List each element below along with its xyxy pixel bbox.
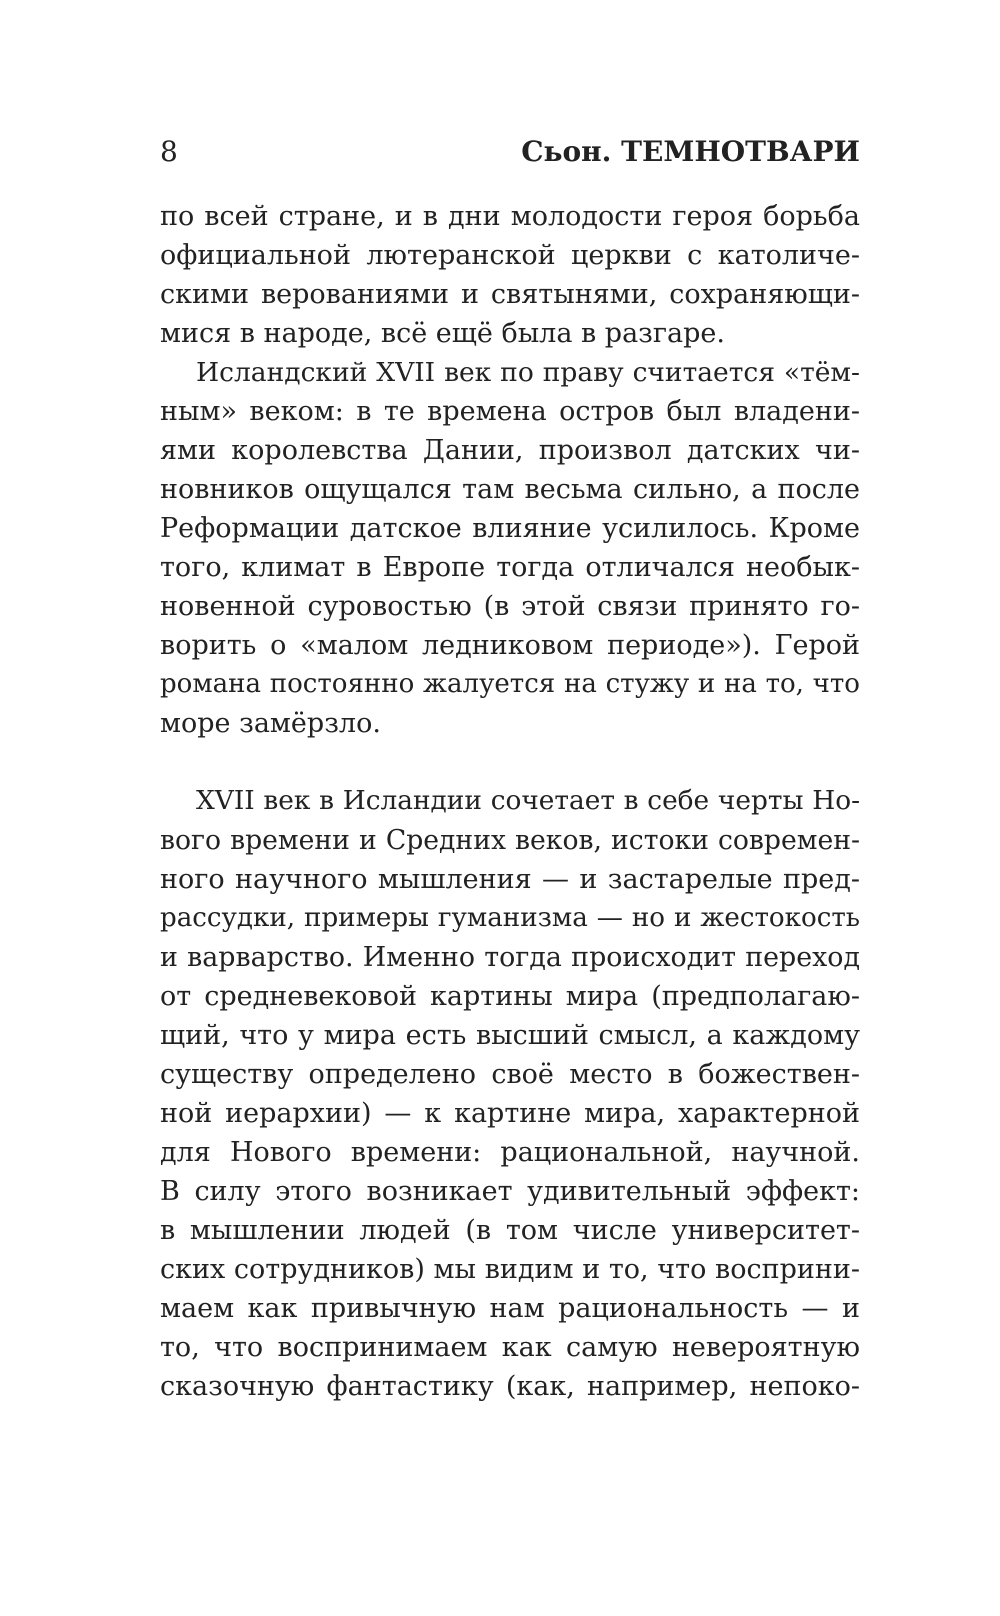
text-line: то, что воспринимаем как самую невероятную	[160, 1332, 860, 1363]
text-line: того, климат в Европе тогда отличался необык-	[160, 552, 860, 583]
text-line: ной иерархии) — к картине мира, характерной	[160, 1098, 860, 1129]
text-line: Реформации датское влияние усилилось. Кроме	[160, 513, 860, 544]
text-line: новенной суровостью (в этой связи принято го-	[160, 591, 860, 622]
text-line: ным» веком: в те времена остров был владени-	[160, 396, 860, 427]
text-line: щий, что у мира есть высший смысл, а каждому	[160, 1020, 860, 1051]
paragraph-dark-age	[160, 353, 860, 743]
text-line: и варварство. Именно тогда происходит переход	[160, 942, 860, 973]
text-line: скими верованиями и святынями, сохраняющи-	[160, 279, 860, 310]
text-line: новников ощущался там весьма сильно, а после	[160, 474, 860, 505]
text-line: ями королевства Дании, произвол датских чи-	[160, 435, 860, 466]
paragraph-continuation	[160, 197, 860, 353]
text-line: маем как привычную нам рациональность — и	[160, 1293, 860, 1324]
text-line: ворить о «малом ледниковом периоде»). Герой	[160, 630, 860, 661]
text-line: от средневековой картины мира (предполагаю-	[160, 981, 860, 1012]
text-line: романа постоянно жалуется на стужу и на то, что	[160, 669, 860, 699]
paragraph-new-time	[160, 782, 860, 1406]
text-line: ного научного мышления — и застарелые пред-	[160, 864, 860, 895]
body-text	[160, 197, 860, 1406]
text-line: Исландский XVII век по праву считается «тём-	[196, 357, 860, 388]
text-line: сказочную фантастику (как, например, непоко-	[160, 1371, 860, 1402]
page-header	[160, 132, 860, 172]
text-line: рассудки, примеры гуманизма — но и жестокость	[160, 903, 860, 933]
text-line: по всей стране, и в дни молодости героя борьба	[160, 201, 860, 232]
page-number: 8	[160, 135, 178, 168]
text-line: существу определено своё место в божествен-	[160, 1059, 860, 1090]
text-line: официальной лютеранской церкви с католиче-	[160, 240, 860, 271]
paragraph-gap	[160, 743, 860, 782]
text-line: XVII век в Исландии сочетает в себе черты Но-	[196, 786, 860, 816]
text-line: ских сотрудников) мы видим и то, что восприни-	[160, 1254, 860, 1285]
text-line: В силу этого возникает удивительный эффект:	[160, 1176, 860, 1207]
text-line: вого времени и Средних веков, истоки современ-	[160, 825, 860, 856]
text-line: в мышлении людей (в том числе университет-	[160, 1215, 860, 1246]
running-title: Сьон. ТЕМНОТВАРИ	[521, 135, 860, 168]
text-line: мися в народе, всё ещё была в разгаре.	[160, 318, 725, 349]
text-line: море замёрзло.	[160, 708, 381, 739]
text-line: для Нового времени: рациональной, научной.	[160, 1137, 860, 1168]
